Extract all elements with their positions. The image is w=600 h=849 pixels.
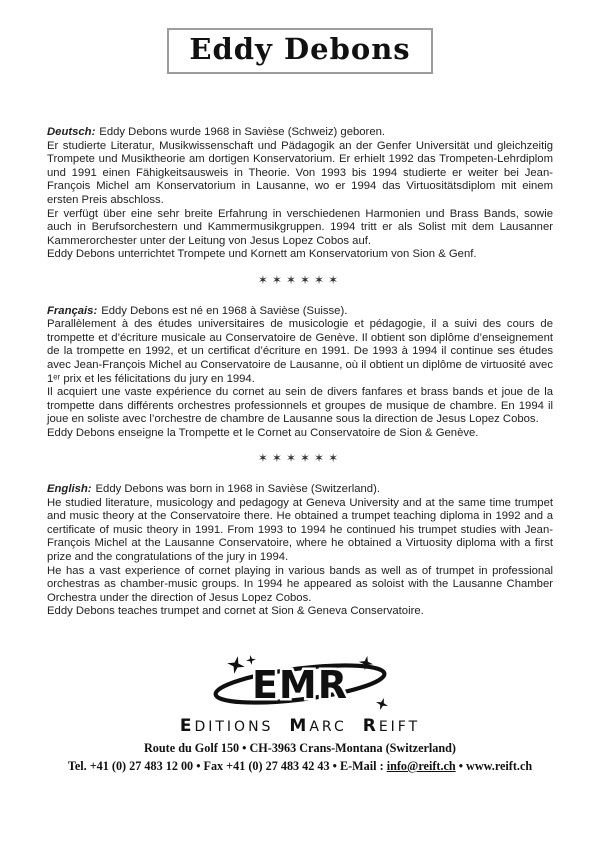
paragraph: Eddy Debons unterrichtet Trompete und Kornett am Konservatorium von Sion & Genf. bbox=[47, 248, 477, 261]
paragraph: He has a vast experience of cornet playing in various bands as well as of trumpet in professional orchestras as chamber-music groups. In 1994 he appeared as soloist with the Lausanne Chamber Orchestra under the direction of Jesus Lopez Cobos. bbox=[47, 564, 553, 604]
publisher-word: EDITIONS bbox=[179, 716, 274, 736]
paragraph: He studied literature, musicology and pedagogy at Geneva University and at the same time trumpet and music theory at the Conservatoire there. He obtained a trumpet teaching diploma in 1992 and a certificate of music theory in 1991. From 1993 to 1994 he continued his trumpet studies with Jean-François Michel at the Lausanne Conservatoire, where he obtained a Virtuosity diploma with a first prize and the congratulations of the jury in 1994. bbox=[47, 496, 553, 564]
logo-text: EMR bbox=[251, 663, 349, 707]
paragraph bbox=[47, 305, 553, 319]
paragraph-text: Eddy Debons was born in 1968 in Savièse (Switzerland). bbox=[95, 483, 380, 496]
language-label-french: Français: bbox=[47, 304, 98, 317]
address-line: Route du Golf 150 • CH-3963 Crans-Montana (Switzerland) bbox=[144, 741, 456, 755]
section-english bbox=[47, 483, 553, 619]
publisher-footer bbox=[0, 655, 600, 774]
publisher-word: REIFT bbox=[362, 716, 421, 736]
paragraph: Parallèlement à des études universitaires de musicologie et pédagogie, il a suivi des cours de trompette et d’écriture musicale au Conservatoire de Genève. Il obtient son diplôme d’enseignement de la trompette en 1992, et un certificat d’écriture en 1991. De 1993 à 1994 il continue ses études avec Jean-François Michel au Conservatoire de Lausanne, où il obtient un diplôme de virtuosité avec 1ᵉʳ prix et les félicitations du jury en 1994. bbox=[47, 318, 553, 385]
emr-logo-graphic bbox=[205, 655, 395, 715]
paragraph-text: Eddy Debons est né en 1968 à Savièse (Suisse). bbox=[101, 304, 348, 317]
star-icon bbox=[374, 696, 390, 712]
paragraph: Er studierte Literatur, Musikwissenschaft und Pädagogik an der Genfer Universität und gleichzeitig Trompete und Musiktheorie am dortigen Konservatorium. Er erhielt 1992 das Trompeten-Lehrdiplom und 1991 einen Fähigkeitsausweis in Theorie. Von 1993 bis 1994 studierte er weiter bei Jean-François Michel am Konservatorium in Lausanne, wo er 1994 das Virtuositätsdiplom mit einem ersten Preis abschloss. bbox=[47, 139, 553, 206]
paragraph: Eddy Debons enseigne la Trompette et le Cornet au Conservatoire de Sion & Genève. bbox=[47, 426, 479, 439]
title-box bbox=[167, 28, 433, 74]
publisher-word: MARC bbox=[289, 716, 347, 736]
section-separator: ✶✶✶✶✶✶ bbox=[257, 272, 343, 287]
biography-content bbox=[47, 126, 553, 619]
page-title: Eddy Debons bbox=[189, 32, 411, 66]
publisher-name bbox=[0, 716, 600, 736]
paragraph: Er verfügt über eine sehr breite Erfahrung in verschiedenen Harmonien und Brass Bands, sowie auch in Berufsorchestern und Kammermusikgruppen. 1994 tritt er als Solist mit dem Lausanner Kammerorchester unter der Leitung von Jesus Lopez Cobos auf. bbox=[47, 207, 553, 247]
paragraph bbox=[47, 483, 553, 497]
section-german bbox=[47, 126, 553, 262]
contact-line bbox=[0, 759, 600, 774]
star-icon bbox=[225, 655, 246, 676]
section-french bbox=[47, 305, 553, 441]
paragraph-text: Eddy Debons wurde 1968 in Savièse (Schweiz) geboren. bbox=[99, 126, 386, 138]
language-label-german: Deutsch: bbox=[47, 126, 96, 138]
paragraph bbox=[47, 126, 553, 140]
emr-logo bbox=[0, 655, 600, 715]
section-separator: ✶✶✶✶✶✶ bbox=[257, 451, 343, 466]
language-label-english: English: bbox=[47, 483, 92, 496]
paragraph: Eddy Debons teaches trumpet and cornet at Sion & Geneva Conservatoire. bbox=[47, 605, 424, 618]
contact-text: Tel. +41 (0) 27 483 12 00 • Fax +41 (0) 27 483 42 43 • E-Mail : bbox=[67, 759, 387, 773]
email-link[interactable]: info@reift.ch bbox=[386, 759, 456, 773]
paragraph: Il acquiert une vaste expérience du cornet au sein de divers fanfares et brass bands et joue de la trompette dans différents orchestres professionnels et groupes de musique de chambre. En 1994 il joue en soliste avec l’orchestre de chambre de Lausanne sous la direction de Jesus Lopez Cobos. bbox=[47, 386, 553, 426]
contact-text: • www.reift.ch bbox=[455, 759, 533, 773]
